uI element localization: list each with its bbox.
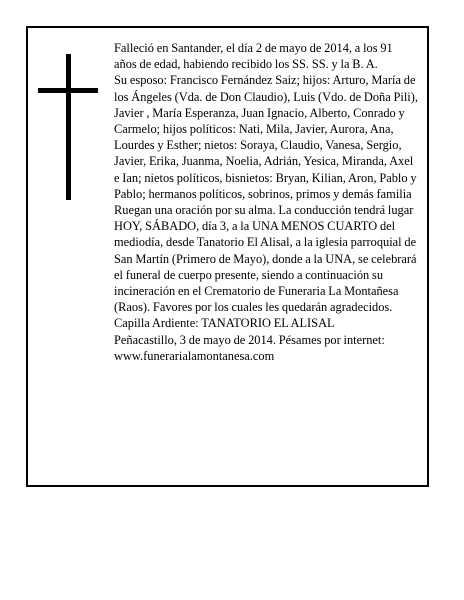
cross-horizontal-bar	[38, 88, 98, 93]
funeral-details: Ruegan una oración por su alma. La conducción tendrá lugar HOY, SÁBADO, día 3, a la UNA MENOS CUARTO del mediodía, desde Tanatorio El Alisal, a la iglesia parroquial de San Martín (Primero de Mayo), donde a la UNA, se celebrará el funeral de cuerpo presente, siendo a continuación su incineración en el Crematorio de Funeraria La Montañesa (Raos). Favores por los cuales les quedarán agradecidos. Capilla Ardiente: TANATORIO EL ALISAL	[114, 203, 417, 331]
obituary-notice	[26, 26, 429, 487]
cross-vertical-bar	[66, 54, 71, 200]
cross-icon	[38, 54, 98, 200]
death-announcement: Falleció en Santander, el día 2 de mayo de 2014, a los 91 años de edad, habiendo recibido los SS. SS. y la B. A.	[114, 41, 393, 72]
family-list: Su esposo: Francisco Fernández Saiz; hijos: Arturo, María de los Ángeles (Vda. de Don Claudio), Luis (Vdo. de Doña Pili), Javier , María Esperanza, Juan Ignacio, Alberto, Conrado y Carmelo; hijos políticos: Nati, Mila, Javier, Aurora, Ana, Lourdes y Esther; nietos: Soraya, Claudio, Vanesa, Sergio, Javier, Erika, Juanma, Noelia, Adrián, Yesica, Miranda, Axel e Ian; nietos políticos, bisnietos: Bryan, Kilian, Aron, Pablo y Pablo; hermanos políticos, sobrinos, primos y demás familia	[114, 73, 418, 201]
obituary-text	[114, 40, 418, 364]
date-and-website: Peñacastillo, 3 de mayo de 2014. Pésames por internet: www.funerarialamontanesa.com	[114, 332, 385, 363]
